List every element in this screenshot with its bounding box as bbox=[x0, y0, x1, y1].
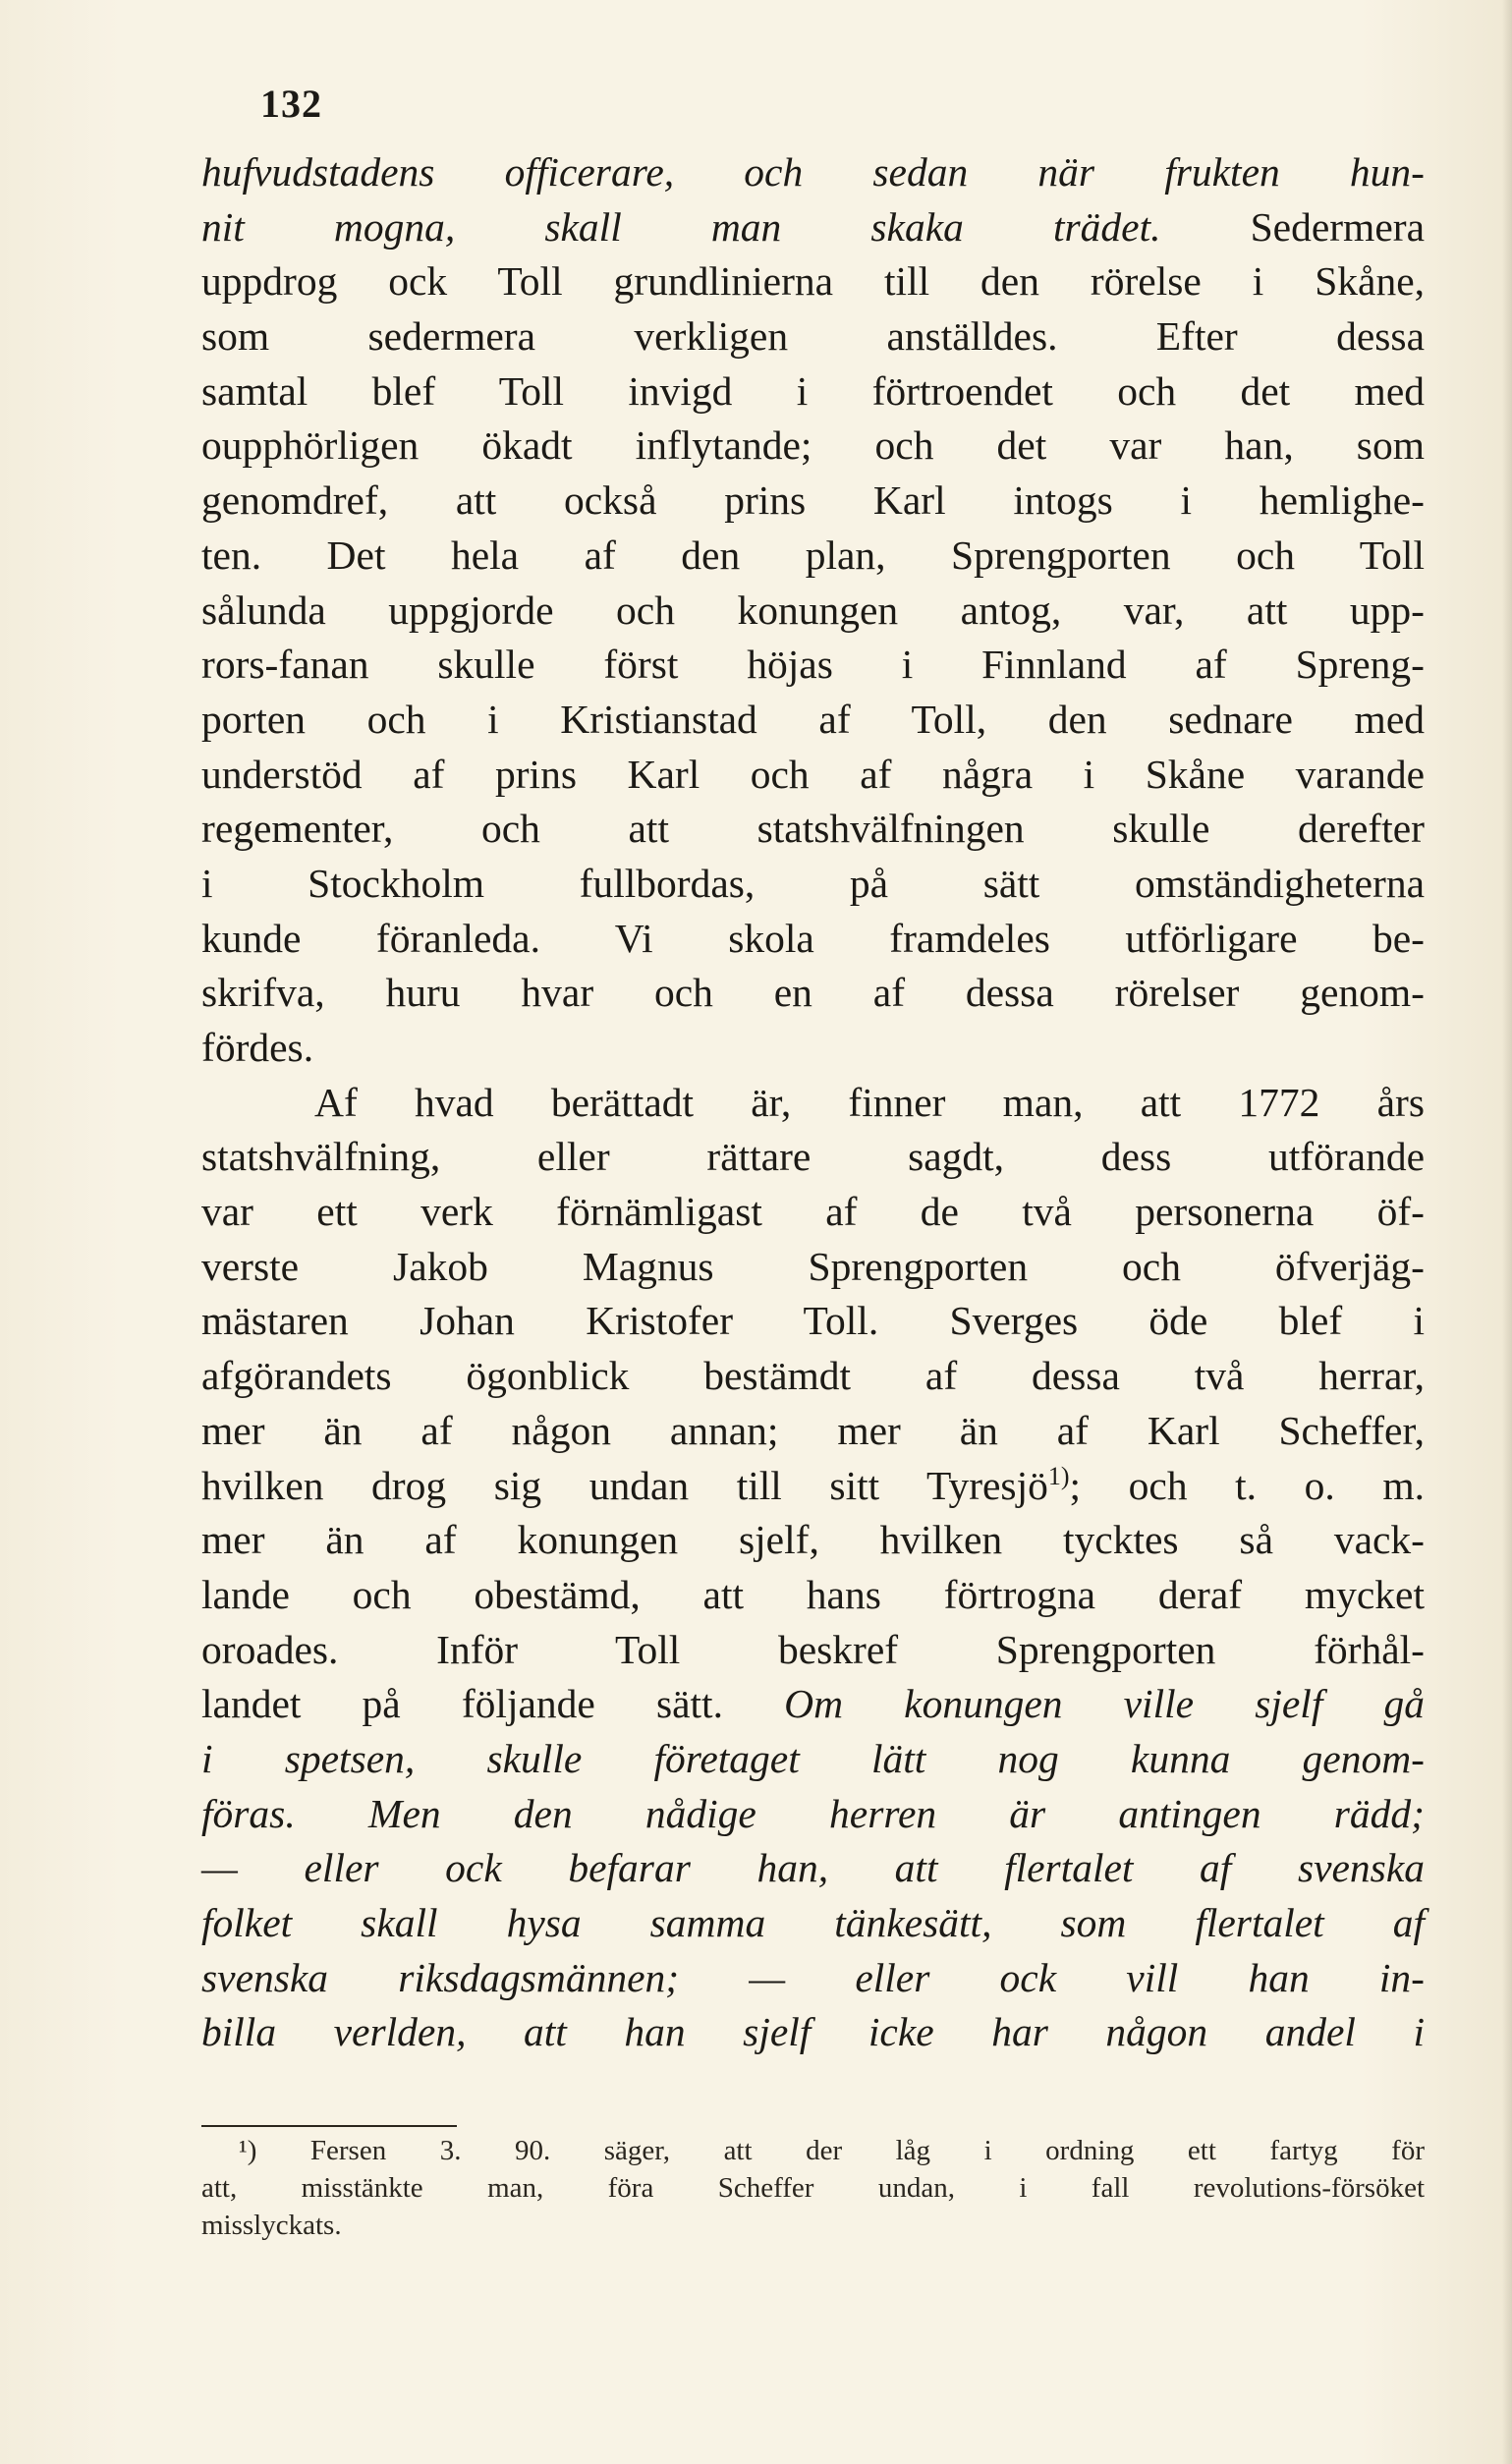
text-line bbox=[201, 1513, 1425, 1568]
text-line bbox=[201, 1459, 1425, 1514]
text-line bbox=[201, 254, 1425, 309]
text-segment: sålunda uppgjorde och konungen antog, var, att upp- bbox=[201, 587, 1425, 633]
text-line bbox=[201, 1185, 1425, 1240]
text-segment: rors-fanan skulle först höjas i Finnland af Spreng- bbox=[201, 642, 1425, 688]
text-line bbox=[201, 1732, 1425, 1787]
text-line bbox=[201, 748, 1425, 803]
text-segment: mer än af någon annan; mer än af Karl Scheffer, bbox=[201, 1407, 1425, 1453]
text-segment: mer än af konungen sjelf, hvilken tycktes så vack- bbox=[201, 1517, 1425, 1563]
text-segment: var ett verk förnämligast af de två personerna öf- bbox=[201, 1189, 1425, 1235]
text-line bbox=[201, 1404, 1425, 1459]
italic-text: Om konungen ville sjelf gå bbox=[784, 1681, 1426, 1727]
text-line bbox=[201, 638, 1425, 693]
footnote bbox=[201, 2132, 1425, 2244]
italic-text: folket skall hysa samma tänkesätt, som flertalet af bbox=[201, 1900, 1425, 1945]
text-segment: skrifva, huru hvar och en af dessa rörelser genom- bbox=[201, 970, 1425, 1016]
body-text bbox=[201, 145, 1425, 2060]
text-line bbox=[201, 1896, 1425, 1951]
text-segment: i Stockholm fullbordas, på sätt omständigheterna bbox=[201, 860, 1425, 906]
italic-text: föras. Men den nådige herren är antingen rädd; bbox=[201, 1790, 1425, 1836]
italic-text: svenska riksdagsmännen; — eller ock vill han in- bbox=[201, 1954, 1425, 2000]
text-segment: mästaren Johan Kristofer Toll. Sverges öde blef i bbox=[201, 1298, 1425, 1344]
text-line bbox=[201, 1841, 1425, 1896]
footnote-line: att, misstänkte man, föra Scheffer undan, i fall revolutions-försöket bbox=[201, 2172, 1425, 2204]
text-line bbox=[201, 584, 1425, 639]
text-line bbox=[201, 1240, 1425, 1295]
text-segment: Sedermera bbox=[1160, 203, 1425, 250]
text-segment: regementer, och att statshvälfningen skulle derefter bbox=[201, 806, 1425, 852]
footnote-line: ¹) Fersen 3. 90. säger, att der låg i ordning ett fartyg för bbox=[239, 2135, 1425, 2166]
text-line bbox=[201, 529, 1425, 584]
text-segment: ten. Det hela af den plan, Sprengporten och Toll bbox=[201, 532, 1425, 578]
text-segment: understöd af prins Karl och af några i Skåne varande bbox=[201, 751, 1425, 797]
text-segment: statshvälfning, eller rättare sagdt, dess utförande bbox=[201, 1134, 1425, 1180]
text-line bbox=[201, 2005, 1425, 2060]
text-segment: ; och t. o. m. bbox=[1069, 1462, 1426, 1508]
text-segment: samtal blef Toll invigd i förtroendet och det med bbox=[201, 367, 1425, 414]
page-edge-shadow bbox=[1502, 0, 1512, 2464]
text-segment: uppdrog ock Toll grundlinierna till den rörelse i Skåne, bbox=[201, 258, 1425, 305]
text-line bbox=[201, 693, 1425, 748]
text-line bbox=[201, 1787, 1425, 1842]
text-segment: oupphörligen ökadt inflytande; och det var han, som bbox=[201, 422, 1425, 469]
text-segment: landet på följande sätt. bbox=[201, 1681, 785, 1727]
text-line bbox=[201, 145, 1425, 200]
text-segment: oroades. Inför Toll beskref Sprengporten förhål- bbox=[201, 1626, 1425, 1672]
italic-text: — eller ock befarar han, att flertalet af svenska bbox=[201, 1845, 1425, 1891]
text-line bbox=[201, 802, 1425, 857]
text-segment: hvilken drog sig undan till sitt Tyresjö bbox=[201, 1462, 1048, 1508]
text-line bbox=[201, 857, 1425, 912]
text-segment: porten och i Kristianstad af Toll, den sednare med bbox=[201, 696, 1425, 742]
footnote-rule bbox=[201, 2125, 457, 2127]
text-line bbox=[201, 200, 1425, 255]
text-line bbox=[201, 1021, 1425, 1076]
text-line bbox=[201, 1951, 1425, 2006]
text-line bbox=[201, 474, 1425, 529]
italic-text: nit mogna, skall man skaka trädet. bbox=[201, 203, 1161, 250]
italic-text: i spetsen, skulle företaget lätt nog kunna genom- bbox=[201, 1735, 1425, 1781]
text-segment: fördes. bbox=[201, 1025, 314, 1070]
text-line bbox=[201, 912, 1425, 967]
text-line bbox=[201, 1568, 1425, 1623]
text-segment: genomdref, att också prins Karl intogs i hemlighe- bbox=[201, 477, 1425, 524]
text-line bbox=[201, 364, 1425, 420]
text-segment: verste Jakob Magnus Sprengporten och öfverjäg- bbox=[201, 1243, 1425, 1289]
footnote-marker: 1) bbox=[1047, 1461, 1070, 1490]
italic-text: hufvudstadens officerare, och sedan när frukten hun- bbox=[201, 149, 1425, 195]
text-segment: som sedermera verkligen anställdes. Efter dessa bbox=[201, 313, 1425, 360]
page-number: 132 bbox=[260, 82, 322, 126]
italic-text: billa verlden, att han sjelf icke har någon andel i bbox=[201, 2009, 1425, 2055]
text-line bbox=[201, 309, 1425, 364]
text-line bbox=[201, 966, 1425, 1021]
text-segment: afgörandets ögonblick bestämdt af dessa två herrar, bbox=[201, 1353, 1425, 1399]
text-segment: lande och obestämd, att hans förtrogna deraf mycket bbox=[201, 1571, 1425, 1617]
text-segment: kunde föranleda. Vi skola framdeles utförligare be- bbox=[201, 915, 1425, 961]
text-line bbox=[201, 1623, 1425, 1678]
text-segment: Af hvad berättadt är, finner man, att 1772 års bbox=[314, 1079, 1425, 1125]
footnote-line: misslyckats. bbox=[201, 2210, 342, 2241]
text-line bbox=[201, 419, 1425, 474]
text-line bbox=[201, 1076, 1425, 1131]
text-line bbox=[201, 1130, 1425, 1185]
text-line bbox=[201, 1349, 1425, 1404]
text-line bbox=[201, 1294, 1425, 1349]
text-line bbox=[201, 1677, 1425, 1732]
